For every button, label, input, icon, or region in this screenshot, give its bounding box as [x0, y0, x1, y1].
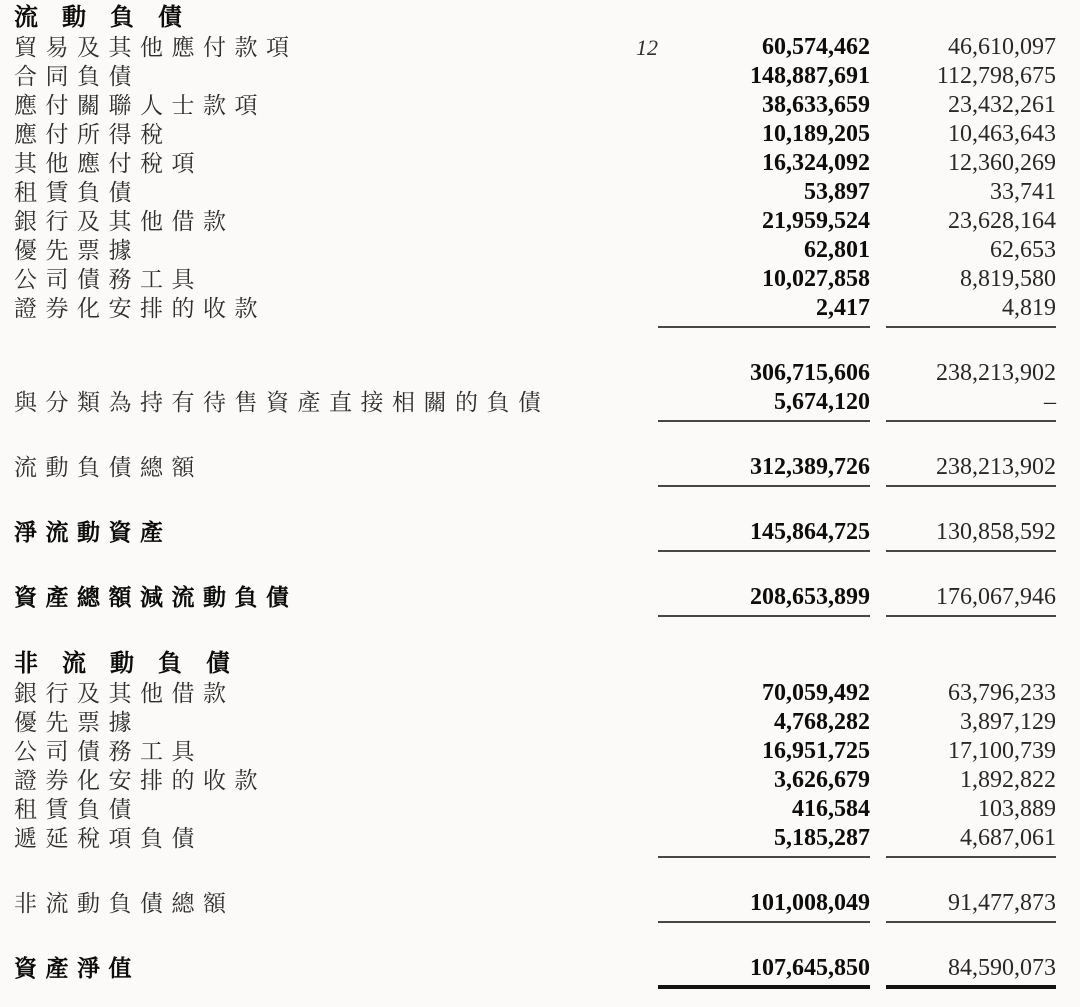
value-prior-period: 23,628,164	[948, 208, 1056, 234]
value-current-period: 5,674,120	[658, 388, 870, 422]
value-prior-period: 8,819,580	[960, 266, 1056, 292]
value-prior-period: 17,100,739	[948, 738, 1056, 764]
row-label: 優先票據	[14, 238, 140, 263]
value-current-period: 5,185,287	[658, 824, 870, 858]
statement-row	[14, 91, 1056, 120]
section-gap	[14, 490, 1056, 518]
statement-row	[14, 294, 1056, 328]
row-label: 銀行及其他借款	[14, 681, 235, 706]
statement-row	[14, 236, 1056, 265]
value-prior-period: 63,796,233	[948, 680, 1056, 706]
value-current-period: 416,584	[792, 796, 870, 822]
row-label: 遞延稅項負債	[14, 826, 203, 851]
value-current-period: 306,715,606	[750, 360, 870, 386]
row-label: 證券化安排的收款	[14, 296, 266, 321]
statement-row	[14, 518, 1056, 552]
row-label: 貿易及其他應付款項	[14, 35, 298, 60]
value-prior-period: 84,590,073	[886, 954, 1056, 989]
row-label: 公司債務工具	[14, 267, 203, 292]
row-label: 非流動負債總額	[14, 891, 235, 916]
value-prior-period: 130,858,592	[886, 518, 1056, 552]
value-current-period: 60,574,462	[762, 34, 870, 60]
section-gap	[14, 331, 1056, 359]
row-label: 公司債務工具	[14, 739, 203, 764]
statement-row	[14, 679, 1056, 708]
statement-row	[14, 583, 1056, 617]
statement-row	[14, 178, 1056, 207]
statement-row	[14, 388, 1056, 422]
row-label: 優先票據	[14, 710, 140, 735]
row-label: 其他應付稅項	[14, 151, 203, 176]
row-label: 應付關聯人士款項	[14, 93, 266, 118]
statement-row	[14, 737, 1056, 766]
value-current-period: 148,887,691	[750, 63, 870, 89]
value-current-period: 38,633,659	[762, 92, 870, 118]
statement-row	[14, 207, 1056, 236]
value-current-period: 70,059,492	[762, 680, 870, 706]
section-header-row	[14, 650, 1056, 679]
value-prior-period: 238,213,902	[936, 360, 1056, 386]
value-current-period: 10,027,858	[762, 266, 870, 292]
row-label: 證券化安排的收款	[14, 768, 266, 793]
statement-row	[14, 149, 1056, 178]
value-prior-period: 46,610,097	[948, 34, 1056, 60]
value-current-period: 21,959,524	[762, 208, 870, 234]
value-prior-period: 4,687,061	[886, 824, 1056, 858]
value-prior-period: 33,741	[990, 179, 1056, 205]
row-label: 淨流動資產	[14, 520, 172, 545]
value-prior-period: 10,463,643	[948, 121, 1056, 147]
row-label: 應付所得稅	[14, 122, 172, 147]
value-current-period: 53,897	[804, 179, 870, 205]
value-prior-period: 62,653	[990, 237, 1056, 263]
statement-row	[14, 708, 1056, 737]
value-prior-period: –	[886, 388, 1056, 422]
statement-row	[14, 453, 1056, 487]
value-current-period: 16,951,725	[762, 738, 870, 764]
statement-row	[14, 265, 1056, 294]
value-prior-period: 103,889	[978, 796, 1056, 822]
row-label: 資產淨值	[14, 956, 140, 981]
row-label: 租賃負債	[14, 180, 140, 205]
value-current-period: 2,417	[658, 294, 870, 328]
statement-row	[14, 889, 1056, 923]
statement-row	[14, 359, 1056, 388]
row-label: 合同負債	[14, 64, 140, 89]
section-header: 非流動負債	[14, 651, 254, 677]
value-current-period: 312,389,726	[658, 453, 870, 487]
note-reference: 12	[636, 35, 658, 60]
section-gap	[14, 425, 1056, 453]
value-prior-period: 3,897,129	[960, 709, 1056, 735]
value-prior-period: 1,892,822	[960, 767, 1056, 793]
value-current-period: 4,768,282	[774, 709, 870, 735]
row-label: 租賃負債	[14, 797, 140, 822]
section-header: 流動負債	[14, 5, 206, 31]
section-gap	[14, 926, 1056, 954]
row-label: 流動負債總額	[14, 455, 203, 480]
section-header-row	[14, 4, 1056, 33]
value-prior-period: 176,067,946	[886, 583, 1056, 617]
section-gap	[14, 861, 1056, 889]
value-current-period: 145,864,725	[658, 518, 870, 552]
row-label: 銀行及其他借款	[14, 209, 235, 234]
value-current-period: 10,189,205	[762, 121, 870, 147]
statement-row	[14, 795, 1056, 824]
row-label: 資產總額減流動負債	[14, 585, 298, 610]
statement-row	[14, 62, 1056, 91]
value-prior-period: 23,432,261	[948, 92, 1056, 118]
statement-row	[14, 954, 1056, 989]
value-prior-period: 4,819	[886, 294, 1056, 328]
statement-row	[14, 824, 1056, 858]
statement-row	[14, 120, 1056, 149]
value-prior-period: 12,360,269	[948, 150, 1056, 176]
section-gap	[14, 620, 1056, 650]
statement-row	[14, 33, 1056, 62]
value-current-period: 107,645,850	[658, 954, 870, 989]
value-current-period: 62,801	[804, 237, 870, 263]
statement-row	[14, 766, 1056, 795]
value-prior-period: 238,213,902	[886, 453, 1056, 487]
value-prior-period: 112,798,675	[936, 63, 1056, 89]
value-current-period: 16,324,092	[762, 150, 870, 176]
value-current-period: 101,008,049	[658, 889, 870, 923]
row-label: 與分類為持有待售資產直接相關的負債	[14, 390, 550, 415]
value-current-period: 3,626,679	[774, 767, 870, 793]
statement-body	[14, 4, 1056, 989]
section-gap	[14, 555, 1056, 583]
value-current-period: 208,653,899	[658, 583, 870, 617]
value-prior-period: 91,477,873	[886, 889, 1056, 923]
